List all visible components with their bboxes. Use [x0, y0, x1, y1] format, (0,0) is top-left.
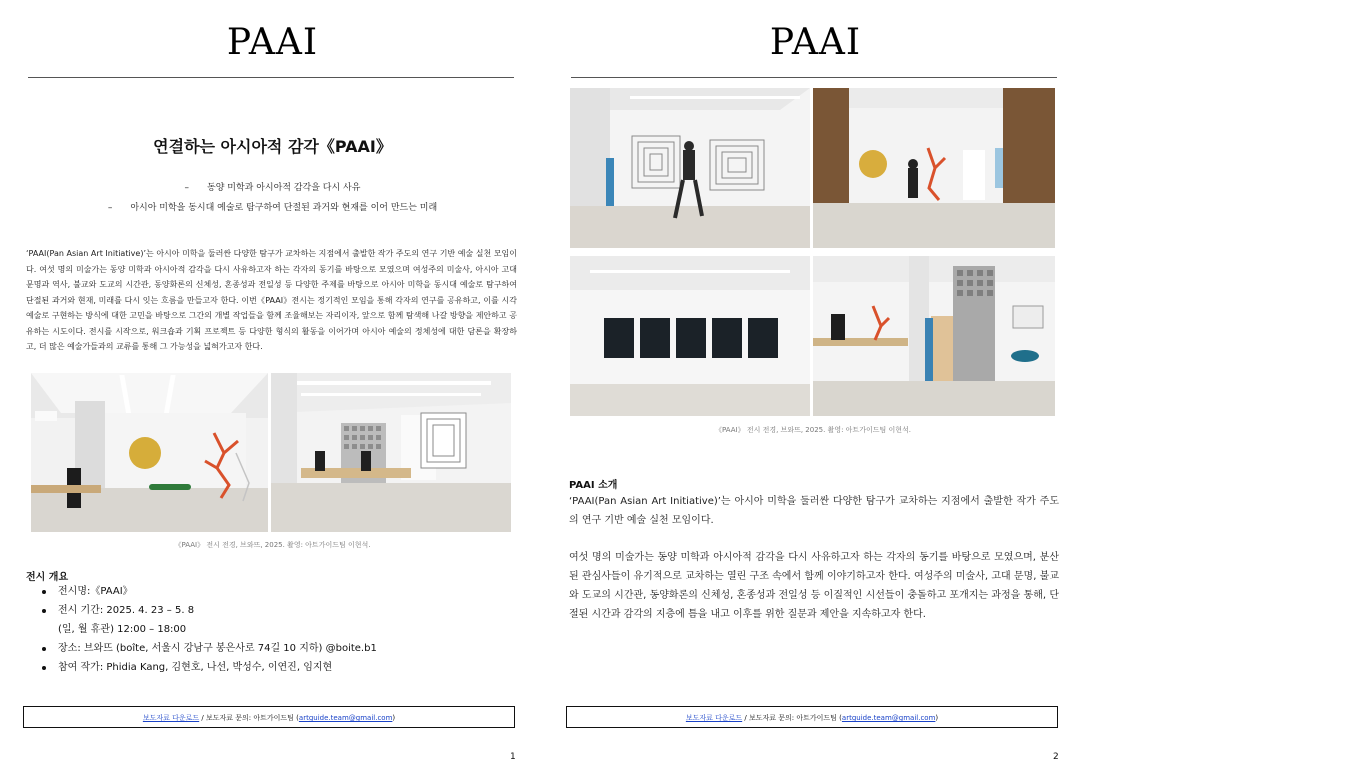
intro-paragraph: ‘PAAI(Pan Asian Art Initiative)’는 아시아 미학을 둘러싼 다양한 탐구가 교차하는 지점에서 출발한 작가 주도의 연구 기반 예술 실천 모임이다. 여섯 명의 미술가는 동양 미학과 아시아적 감각을 다시 사유하고자 하는 각자의 동기를 바탕으로 모였으며 여성주의 미술사, 아시아 고대 문명과 역사, 불교와 도교의 시간관, 동양화론의 신체성, 혼종성과 전일성 등 다양한 주제를 바탕으로 아시아 미학을 동시대 예술로 탐구하여 단절된 과거와 현재, 미래를 다시 잇는 흐름을 만들고자 한다. 이번《PAAI》전시는 정기적인 모임을 통해 각자의 연구를 공유하고, 이를 시각예술로 구현하는 방식에 대한 고민을 바탕으로 그간의 개별 작업들을 함께 조율해보는 자리이자, 앞으로 함께 탐색해 나갈 방향을 제안하고 공유하는 시도이다. 전시를 시작으로, 워크숍과 기획 프로젝트 등 다양한 형식의 활동을 이어가며 아시아 예술의 정체성에 대한 담론을 확장하고, 더 많은 예술가들과의 교류를 통해 그 가능성을 넓혀가고자 한다. [26, 249, 517, 351]
inquiry-text: / 보도자료 문의: 아트가이드팀 ( [199, 714, 299, 722]
exhibition-photo-3 [570, 88, 810, 248]
overview-item-hours: (일, 월 휴관) 12:00 – 18:00 [58, 624, 187, 635]
brand-logo: PAAI [769, 22, 862, 63]
overview-item-artists: 참여 작가: Phidia Kang, 김현호, 나선, 박성수, 이연진, 임지현 [26, 658, 526, 677]
subtitle-1: – 동양 미학과 아시아적 감각을 다시 사유 [184, 183, 361, 193]
subtitles [0, 180, 545, 220]
photo-caption: 《PAAI》 전시 전경, 브와뜨, 2025. 촬영: 아트가이드팀 이현석. [715, 426, 911, 434]
inquiry-text: / 보도자료 문의: 아트가이드팀 ( [742, 714, 842, 722]
exhibition-photo-2 [271, 373, 511, 532]
photo-caption: 《PAAI》 전시 전경, 브와뜨, 2025. 촬영: 아트가이드팀 이현석. [174, 541, 371, 549]
email-link[interactable]: artguide.team@gmail.com [841, 714, 936, 722]
exhibition-photo-5 [570, 256, 810, 416]
intro-paragraph-1: ‘PAAI(Pan Asian Art Initiative)’는 아시아 미학을 둘러싼 다양한 탐구가 교차하는 지점에서 출발한 작가 주도의 연구 기반 예술 실천 모임이다. [569, 496, 1059, 526]
press-footer [23, 706, 515, 728]
page-2 [543, 0, 1088, 768]
header-rule [571, 77, 1057, 78]
page-number: 2 [1053, 752, 1059, 762]
subtitle-2: – 아시아 미학을 동시대 예술로 탐구하여 단절된 과거와 현재를 이어 만드는 미래 [107, 203, 438, 213]
page-1 [0, 0, 545, 768]
brand-logo: PAAI [226, 22, 319, 63]
page-title: 연결하는 아시아적 감각《PAAI》 [153, 137, 392, 156]
exhibition-photo-1 [31, 373, 268, 532]
email-link[interactable]: artguide.team@gmail.com [298, 714, 393, 722]
overview-item-name: 전시명:《PAAI》 [26, 582, 526, 601]
exhibition-photo-4 [813, 88, 1055, 248]
close-paren: ) [935, 714, 939, 722]
exhibition-photo-6 [813, 256, 1055, 416]
intro-paragraph-2: 여섯 명의 미술가는 동양 미학과 아시아적 감각을 다시 사유하고자 하는 각자의 동기를 바탕으로 모였으며, 분산된 관심사들이 유기적으로 교차하는 열린 구조 속에서 함께 이야기하고자 한다. 여성주의 미술사, 고대 문명, 불교와 도교의 시간관, 동양화론의 신체성, 혼종성과 전일성 등 이질적인 시선들이 충돌하고 포개지는 과정을 통해, 단절된 시간과 감각의 지층에 틈을 내고 이후를 위한 질문과 제안을 지속하고자 한다. [569, 552, 1059, 620]
press-download-link[interactable]: 보도자료 다운로드 [142, 714, 200, 722]
press-download-link[interactable]: 보도자료 다운로드 [685, 714, 743, 722]
press-footer [566, 706, 1058, 728]
overview-item-venue: 장소: 브와뜨 (boîte, 서울시 강남구 봉은사로 74길 10 지하) @boite.b1 [26, 639, 526, 658]
header-rule [28, 77, 514, 78]
intro-heading: PAAI 소개 [569, 480, 618, 491]
close-paren: ) [392, 714, 396, 722]
overview-list [26, 582, 526, 677]
overview-item-period: 전시 기간: 2025. 4. 23 – 5. 8 [26, 601, 526, 620]
page-number: 1 [510, 752, 516, 762]
overview-heading: 전시 개요 [26, 572, 69, 583]
